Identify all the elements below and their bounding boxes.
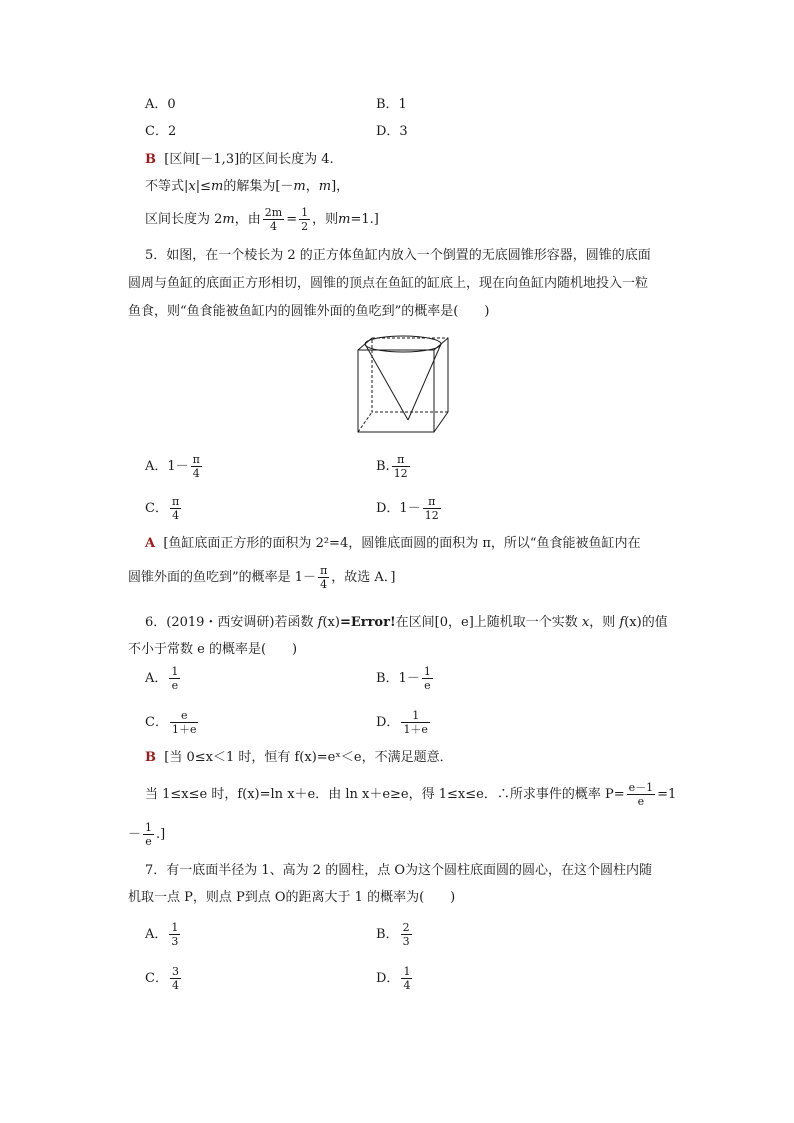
q5-option-c: C． $\frac{\pi}{4}$ (145, 495, 180, 522)
q5-stem-line3: 鱼食，则“鱼食能被鱼缸内的圆锥外面的鱼吃到”的概率是( ) (128, 304, 490, 319)
q5-option-d: D．1－ $\frac{\pi}{12}$ (376, 495, 439, 522)
cube-with-inverted-cone-diagram (350, 330, 470, 438)
text: 的解集为[－ (223, 179, 294, 194)
q6-answer-letter: B (145, 750, 156, 765)
q4-exp-text1: [区间[－1,3]的区间长度为 4. (164, 152, 334, 167)
q6-option-d: D． $\frac{1}{1+e}$ (376, 709, 428, 736)
q6-option-b: B．1－ $\frac{1}{e}$ (376, 665, 431, 692)
q4-option-c: C．2 (145, 124, 177, 139)
q6-explanation-line1 (145, 749, 453, 767)
text: |≤ (195, 179, 212, 194)
q7-stem-line2: 机取一点 P，则点 P到点 O的距离大于 1 的概率为( ) (128, 890, 456, 905)
q4-option-a: A．0 (145, 97, 176, 112)
text: ，由 (234, 212, 261, 227)
q5-stem-line2: 圆周与鱼缸的底面正方形相切，圆锥的顶点在鱼缸的缸底上，现在向鱼缸内随机地投入一粒 (128, 276, 649, 291)
q4-explanation-line1 (145, 151, 334, 169)
var-m: m (211, 179, 224, 194)
q6-option-c: C． $\frac{e}{1+e}$ (145, 709, 197, 736)
text: =1.] (350, 212, 379, 227)
q4-answer-letter: B (145, 152, 156, 167)
var-x: x (188, 179, 196, 194)
var-m: m (338, 212, 351, 227)
text: [当 0≤x＜1 时，恒有 f(x)=eˣ＜e，不满足题意． (164, 750, 453, 765)
q7-option-c: C． $\frac{3}{4}$ (145, 965, 179, 992)
var-m: m (318, 179, 332, 194)
text: 区间长度为 2 (145, 212, 223, 227)
q6-stem-line2: 不小于常数 e 的概率是( ) (128, 642, 298, 657)
var-m: m (222, 212, 235, 227)
q7-stem-line1: 7．有一底面半径为 1、高为 2 的圆柱，点 O为这个圆柱底面圆的圆心，在这个圆柱内随 (145, 863, 653, 878)
q5-stem-line1: 5．如图，在一个棱长为 2 的正方体鱼缸内放入一个倒置的无底圆锥形容器，圆锥的底面 (145, 248, 651, 263)
q4-option-b: B．1 (376, 97, 407, 112)
q5-option-b: B. $\frac{\pi}{12}$ (376, 453, 408, 480)
q6-option-a: A． $\frac{1}{e}$ (145, 665, 179, 692)
q7-option-d: D． $\frac{1}{4}$ (376, 965, 411, 992)
fraction-1-over-2: $\frac{1}{2}$ (301, 206, 309, 233)
text: ，则 (312, 212, 339, 227)
text: = (286, 212, 298, 227)
q5-explanation-line1 (145, 535, 641, 553)
text: 不等式| (145, 179, 189, 194)
q6-stem-line1: 6．(2019・西安调研)若函数 f(x)=Error!在区间[0，e]上随机取一个实数 x，则 f(x)的值 (145, 615, 668, 630)
q7-option-a: A． $\frac{1}{3}$ (145, 921, 179, 948)
q4-option-d: D．3 (376, 124, 408, 139)
q5-option-a: A．1－ $\frac{\pi}{4}$ (145, 453, 200, 480)
q5-explanation-line2: 圆锥外面的鱼吃到”的概率是 1－ $\frac{\pi}{4}$ ，故选 A．] (128, 564, 396, 591)
q5-answer-letter: A (145, 536, 156, 551)
text: ]， (331, 179, 350, 194)
q7-option-b: B． $\frac{2}{3}$ (376, 921, 410, 948)
text: ， (305, 179, 319, 194)
fraction-2m-over-4: $\frac{2m}{4}$ (264, 206, 283, 233)
q6-explanation-line3: － $\frac{1}{e}$ .] (128, 821, 166, 848)
q4-explanation-line3 (145, 205, 379, 235)
q4-explanation-line2 (145, 178, 349, 196)
text: [鱼缸底面正方形的面积为 2²=4，圆锥底面圆的面积为 π，所以“鱼食能被鱼缸内在 (163, 536, 641, 551)
q6-explanation-line2: 当 1≤x≤e 时，f(x)=ln x＋e．由 ln x＋e≥e，得 1≤x≤e．∴所求事件的概率 P= $\frac{e-1}{e}$ =1 (145, 781, 677, 808)
var-m: m (293, 179, 306, 194)
